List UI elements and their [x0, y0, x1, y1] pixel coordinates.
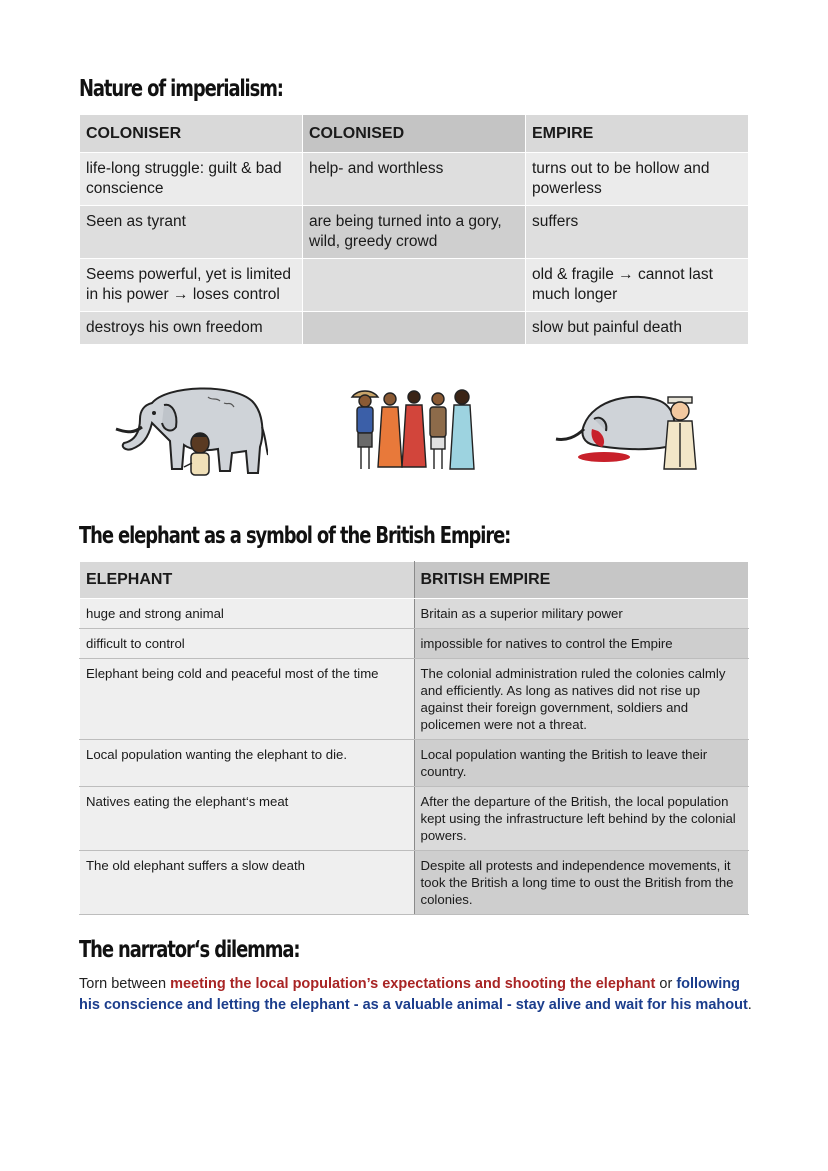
dying-elephant-illustration	[554, 385, 706, 477]
header-empire: EMPIRE	[526, 115, 749, 153]
table-cell: turns out to be hollow and powerless	[526, 153, 749, 206]
table-cell: huge and strong animal	[80, 599, 415, 629]
table-cell: The colonial administration ruled the colonies calmly and efficiently. As long as natives did not rise up against their foreign government, soldiers and policemen were not a threat.	[414, 659, 749, 740]
table-row	[80, 153, 749, 206]
header-coloniser: COLONISER	[80, 115, 303, 153]
section-title-elephant-symbol: The elephant as a symbol of the British Empire:	[79, 523, 511, 549]
table-cell: After the departure of the British, the local population kept using the infrastructure left behind by the colonial powers.	[414, 787, 749, 851]
table-cell: Seems powerful, yet is limited in his power → loses control	[80, 259, 303, 312]
dilemma-text: Torn between	[79, 976, 171, 992]
elephant-empire-table	[79, 561, 749, 915]
table-cell	[303, 259, 526, 312]
table-cell	[303, 312, 526, 345]
header-elephant: ELEPHANT	[80, 562, 415, 599]
table-cell: Local population wanting the elephant to die.	[80, 740, 415, 787]
section-title-dilemma: The narrator‘s dilemma:	[79, 937, 300, 963]
table-row	[80, 629, 749, 659]
table-row	[80, 851, 749, 915]
dilemma-option-spare: following his conscience and letting the elephant - as a valuable animal - stay alive and wait for his mahout	[79, 976, 748, 1013]
table-cell: suffers	[526, 206, 749, 259]
table-cell: Local population wanting the British to leave their country.	[414, 740, 749, 787]
table-cell: Britain as a superior military power	[414, 599, 749, 629]
table-row	[80, 206, 749, 259]
section-title-imperialism: Nature of imperialism:	[79, 76, 283, 102]
table-row	[80, 740, 749, 787]
table-cell: are being turned into a gory, wild, greedy crowd	[303, 206, 526, 259]
table-row	[80, 259, 749, 312]
table-row	[80, 787, 749, 851]
table-cell: help- and worthless	[303, 153, 526, 206]
table-cell: old & fragile → cannot last much longer	[526, 259, 749, 312]
table-row	[80, 659, 749, 740]
dilemma-text: or	[655, 976, 677, 992]
dilemma-paragraph	[79, 974, 759, 1016]
table-cell: The old elephant suffers a slow death	[80, 851, 415, 915]
table-cell: life-long struggle: guilt & bad conscience	[80, 153, 303, 206]
elephant-with-mahout-illustration	[112, 383, 268, 481]
table-cell: Seen as tyrant	[80, 206, 303, 259]
dilemma-option-shoot: meeting the local population’s expectations and shooting the elephant	[170, 976, 656, 992]
table-cell: impossible for natives to control the Empire	[414, 629, 749, 659]
table-row	[80, 312, 749, 345]
table-cell: slow but painful death	[526, 312, 749, 345]
table-cell: Natives eating the elephant‘s meat	[80, 787, 415, 851]
group-of-natives-illustration	[348, 387, 478, 475]
table-cell: difficult to control	[80, 629, 415, 659]
header-colonised: COLONISED	[303, 115, 526, 153]
table-cell: destroys his own freedom	[80, 312, 303, 345]
dilemma-text: .	[747, 997, 752, 1013]
header-british-empire: BRITISH EMPIRE	[414, 562, 749, 599]
table-cell: Despite all protests and independence movements, it took the British a long time to oust the British from the colonies.	[414, 851, 749, 915]
imperialism-table	[79, 114, 749, 345]
table-row	[80, 599, 749, 629]
table-cell: Elephant being cold and peaceful most of the time	[80, 659, 415, 740]
